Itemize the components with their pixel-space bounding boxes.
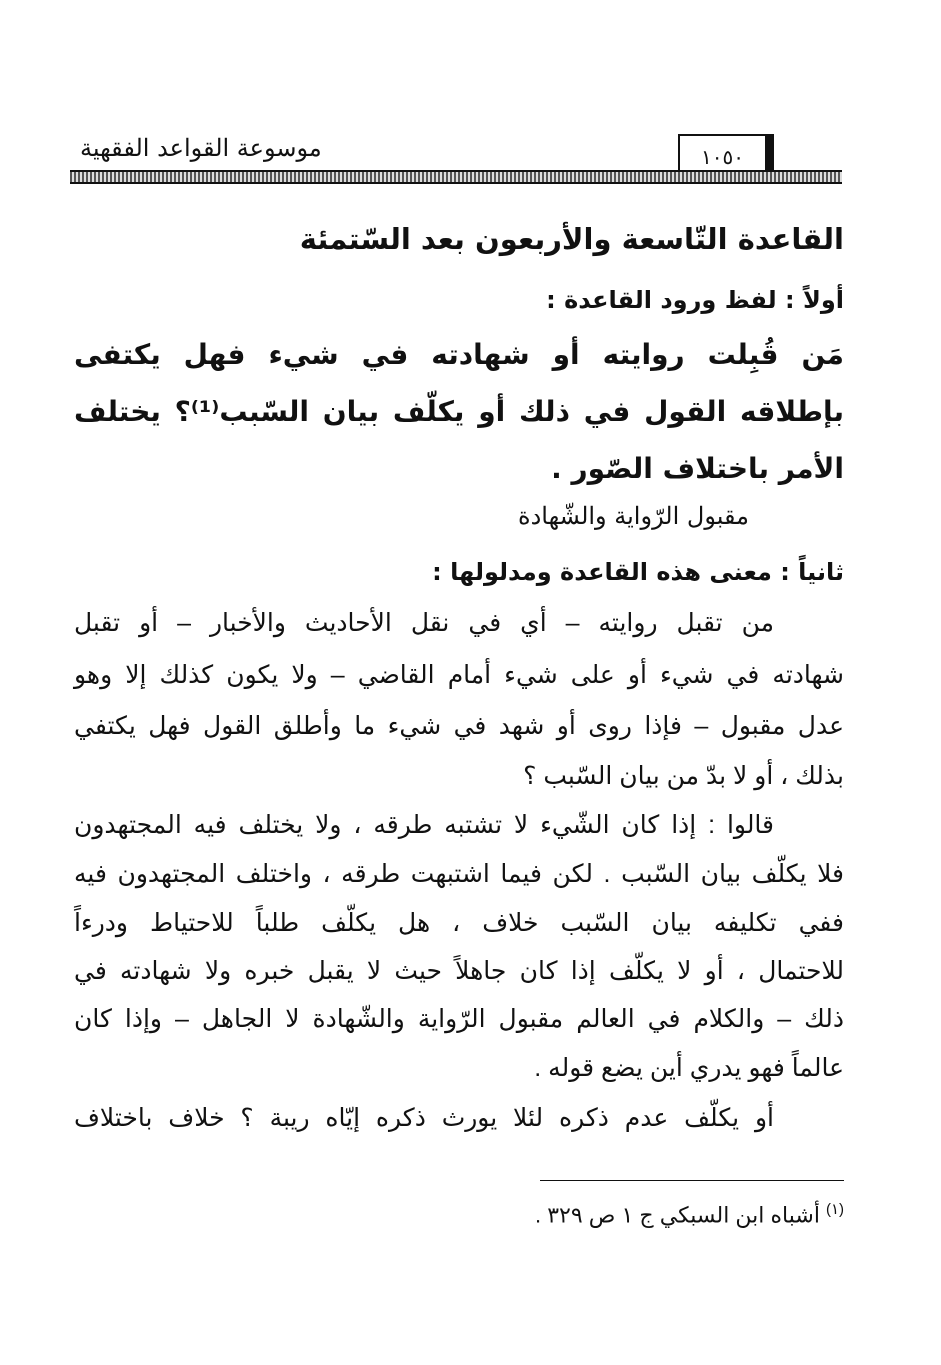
paragraph-line: عدل مقبول – فإذا روى أو شهد في شيء ما وأطلق القول فهل يكتفي xyxy=(74,712,844,740)
paragraph-line: فلا يكلّف بيان السّبب . لكن فيما اشتبهت طرقه ، واختلف المجتهدون فيه xyxy=(74,860,844,888)
section-heading-meaning: ثانياً : معنى هذه القاعدة ومدلولها : xyxy=(432,558,844,586)
paragraph-line: ففي تكليفه بيان السّبب خلاف ، هل يكلّف طلباً للاحتياط ودرءاً xyxy=(74,909,844,937)
section-heading-wording: أولاً : لفظ ورود القاعدة : xyxy=(546,286,844,314)
footnote-marker: (١) xyxy=(825,1201,844,1218)
footnote-text: أشباه ابن السبكي ج ١ ص ٣٢٩ . xyxy=(534,1202,820,1228)
paragraph-line: ذلك – والكلام في العالم مقبول الرّواية والشّهادة لا الجاهل – وإذا كان xyxy=(74,1005,844,1033)
header-rule xyxy=(70,170,842,184)
running-title: موسوعة القواعد الفقهية xyxy=(80,134,322,162)
page-number: ١٠٥٠ xyxy=(678,134,774,178)
footnote-separator xyxy=(540,1180,844,1181)
footnote xyxy=(74,1200,844,1228)
paragraph-line: للاحتمال ، أو لا يكلّف إذا كان جاهلاً حيث لا يقبل خبره ولا شهادته في xyxy=(74,957,844,985)
rule-title: القاعدة التّاسعة والأربعون بعد السّتمئة xyxy=(299,222,844,256)
rule-text-line: بإطلاقه القول في ذلك أو يكلّف بيان السّبب⁽¹⁾؟ يختلف xyxy=(74,395,844,428)
paragraph-line: من تقبل روايته – أي في نقل الأحاديث والأخبار – أو تقبل xyxy=(74,609,774,637)
paragraph-line: عالماً فهو يدري أين يضع قوله . xyxy=(534,1054,844,1082)
rule-text-line: الأمر باختلاف الصّور . xyxy=(551,452,844,485)
rule-text-line: مَن قُبِلت روايته أو شهادته في شيء فهل يكتفى xyxy=(74,338,844,371)
subtitle: مقبول الرّواية والشّهادة xyxy=(518,502,749,530)
paragraph-line: أو يكلّف عدم ذكره لئلا يورث ذكره إيّاه ريبة ؟ خلاف باختلاف xyxy=(74,1104,774,1132)
paragraph-line: شهادته في شيء أو على شيء أمام القاضي – ولا يكون كذلك إلا وهو xyxy=(74,661,844,689)
page-header xyxy=(70,120,842,190)
paragraph-line: بذلك ، أو لا بدّ من بيان السّبب ؟ xyxy=(523,762,844,790)
paragraph-line: قالوا : إذا كان الشّيء لا تشتبه طرقه ، ولا يختلف فيه المجتهدون xyxy=(74,811,774,839)
